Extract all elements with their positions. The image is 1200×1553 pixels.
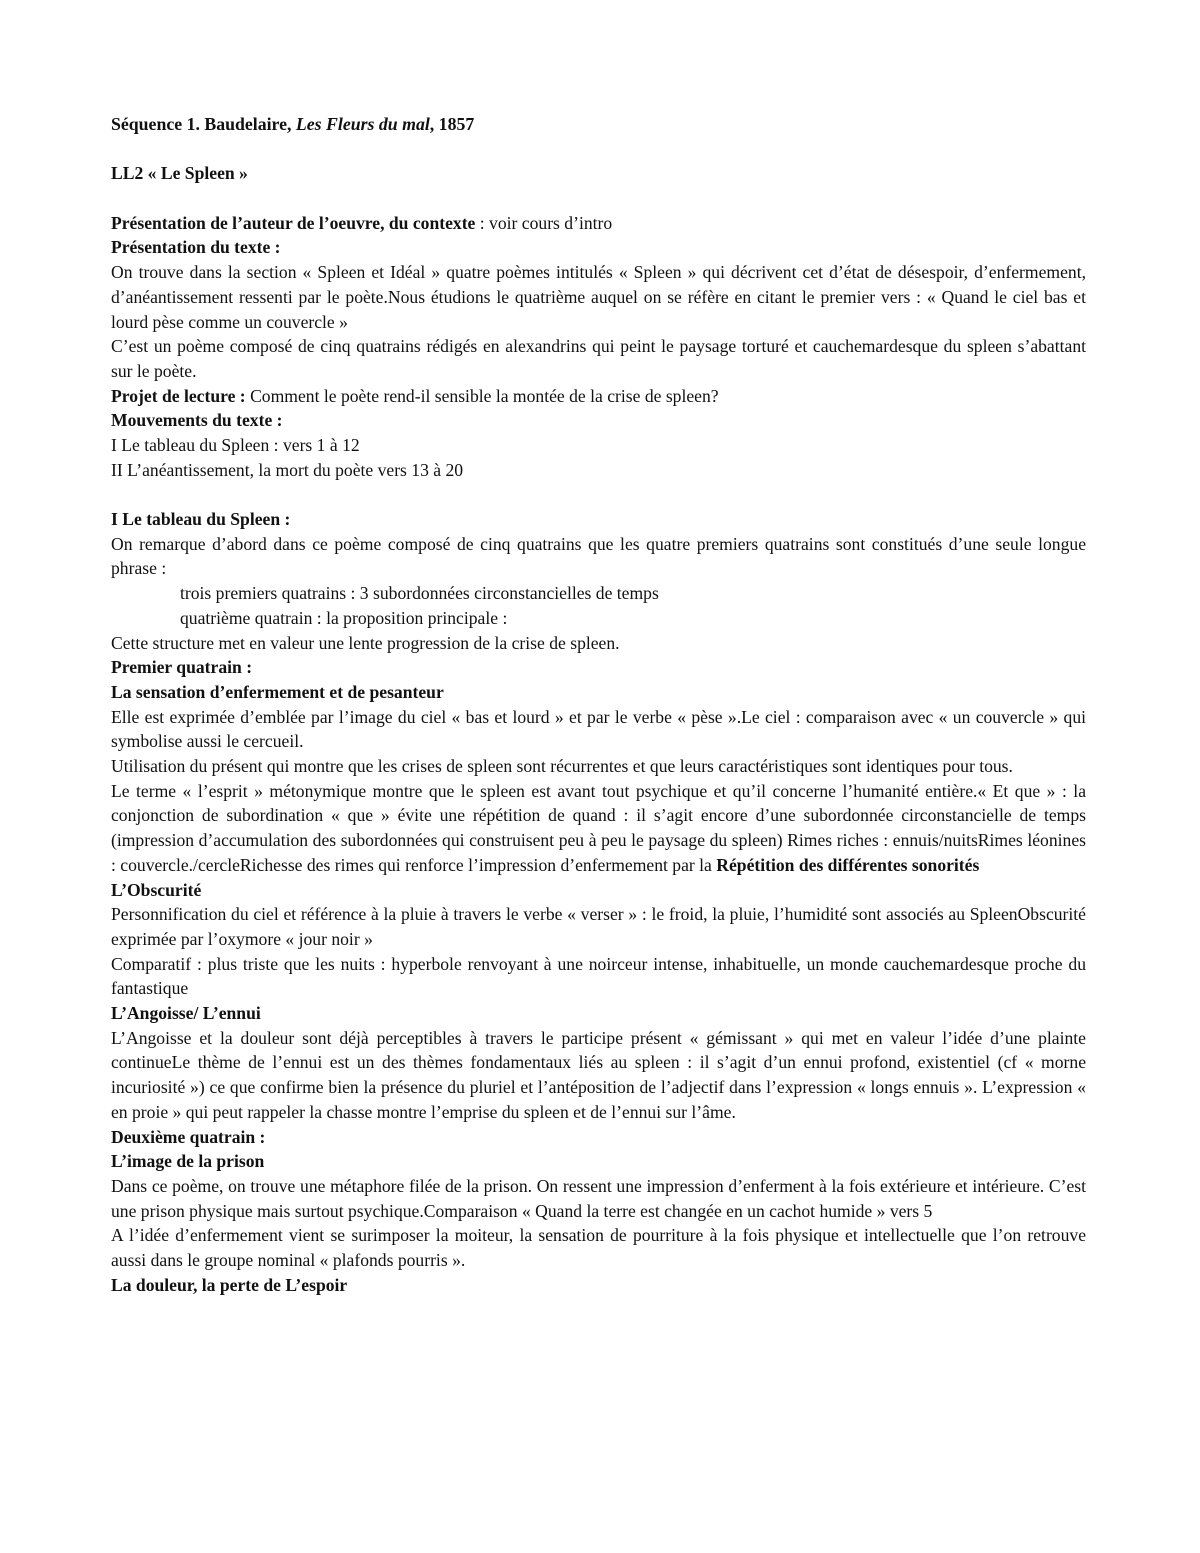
sensation-p3-text: Le terme « l’esprit » métonymique montre que le spleen est avant tout psychique et qu’il concerne l’humanité entière.« Et que » : la conjonction de subordination « que » évite une répétition de quand : il s’agit encore d’une subordonnée circonstancielle de temps (impression d’accumulation des subordonnées qui construisent peu à peu le paysage du spleen) Rimes riches : ennuis/nuitsRimes léonines : couvercle./cercleRichesse des rimes qui renforce l’impression d’enfermement par la: [111, 780, 1086, 875]
title-year: , 1857: [429, 114, 475, 134]
document-body: [111, 112, 1086, 1297]
projet-label: Projet de lecture :: [111, 385, 246, 406]
douleur-heading: La douleur, la perte de L’espoir: [111, 1274, 348, 1295]
title-prefix: Séquence 1. Baudelaire,: [111, 114, 296, 134]
sensation-paragraph-1: Elle est exprimée d’emblée par l’image du ciel « bas et lourd » et par le verbe « pèse ».Le ciel : comparaison avec « un couvercle » qui symbolise aussi le cercueil.: [111, 706, 1086, 752]
obscurite-heading: L’Obscurité: [111, 879, 202, 900]
spacer: [111, 137, 1086, 162]
projet-de-lecture: [111, 384, 1086, 409]
presentation-auteur-label: Présentation de l’auteur de l’oeuvre, du contexte: [111, 212, 476, 233]
projet-text: Comment le poète rend-il sensible la montée de la crise de spleen?: [245, 385, 719, 406]
obscurite-paragraph-1: Personnification du ciel et référence à la pluie à travers le verbe « verser » : le froid, la pluie, l’humidité sont associés au SpleenObscurité exprimée par l’oxymore « jour noir »: [111, 904, 1086, 949]
section-1-paragraph-2: Cette structure met en valeur une lente progression de la crise de spleen.: [111, 632, 620, 653]
section-1-title: I Le tableau du Spleen :: [111, 509, 291, 530]
prison-paragraph-1: Dans ce poème, on trouve une métaphore filée de la prison. On ressent une impression d’enferment à la fois extérieure et intérieure. C’est une prison physique mais surtout psychique.Comparaison « Quand la terre est changée en un cachot humide » vers 5: [111, 1175, 1086, 1221]
obscurite-paragraph-2: Comparatif : plus triste que les nuits : hyperbole renvoyant à une noirceur intense, inhabituelle, un monde cauchemardesque proche du fantastique: [111, 953, 1086, 999]
prison-paragraph-2: A l’idée d’enfermement vient se surimposer la moiteur, la sensation de pourriture à la fois physique et intellectuelle que l’on retrouve aussi dans le groupe nominal « plafonds pourris ».: [111, 1225, 1086, 1271]
angoisse-heading: L’Angoisse/ L’ennui: [111, 1003, 261, 1024]
angoisse-paragraph-1: L’Angoisse et la douleur sont déjà perceptibles à travers le participe présent « gémissant » qui met en valeur l’idée d’une plainte continueLe thème de l’ennui est un des thèmes fondamentaux liés au spleen : il s’agit d’un ennui profond, existentiel (cf « morne incuriosité ») ce que confirme bien la présence du pluriel et l’antéposition de l’adjectif dans l’expression « longs ennuis ». L’expression « en proie » qui peut rappeler la chasse montre l’emprise du spleen et de l’ennui sur l’âme.: [111, 1027, 1086, 1122]
mouvement-1: I Le tableau du Spleen : vers 1 à 12: [111, 435, 360, 456]
sensation-paragraph-2: Utilisation du présent qui montre que les crises de spleen sont récurrentes et que leurs caractéristiques sont identiques pour tous.: [111, 756, 1013, 777]
presentation-texte-heading: Présentation du texte :: [111, 237, 281, 258]
ll-title: LL2 « Le Spleen »: [111, 163, 248, 184]
prison-heading: L’image de la prison: [111, 1151, 265, 1172]
spacer: [111, 186, 1086, 211]
premier-quatrain-heading: Premier quatrain :: [111, 657, 253, 678]
presentation-auteur: [111, 211, 1086, 236]
presentation-auteur-text: : voir cours d’intro: [475, 212, 613, 233]
presentation-paragraph-1: On trouve dans la section « Spleen et Idéal » quatre poèmes intitulés « Spleen » qui décrivent cet d’état de désespoir, d’enfermement, d’anéantissement ressenti par le poète.Nous étudions le quatrième auquel on se réfère en citant le premier vers : « Quand le ciel bas et lourd pèse comme un couvercle »: [111, 262, 1086, 332]
mouvement-2: II L’anéantissement, la mort du poète vers 13 à 20: [111, 459, 464, 480]
deuxieme-quatrain-heading: Deuxième quatrain :: [111, 1126, 266, 1147]
spacer: [111, 482, 1086, 507]
title-work: Les Fleurs du mal: [295, 114, 430, 134]
mouvements-heading: Mouvements du texte :: [111, 410, 283, 431]
sensation-paragraph-3: [111, 779, 1086, 878]
section-1-item-1: trois premiers quatrains : 3 subordonnées circonstancielles de temps: [180, 583, 659, 604]
sensation-heading: La sensation d’enfermement et de pesanteur: [111, 681, 444, 702]
sensation-p3-bold: Répétition des différentes sonorités: [716, 854, 980, 875]
document-title: [111, 112, 1086, 137]
section-1-paragraph-1: On remarque d’abord dans ce poème composé de cinq quatrains que les quatre premiers quatrains sont constitués d’une seule longue phrase :: [111, 533, 1086, 579]
section-1-item-2: quatrième quatrain : la proposition principale :: [180, 607, 508, 628]
presentation-paragraph-2: C’est un poème composé de cinq quatrains rédigés en alexandrins qui peint le paysage torturé et cauchemardesque du spleen s’abattant sur le poète.: [111, 336, 1086, 381]
